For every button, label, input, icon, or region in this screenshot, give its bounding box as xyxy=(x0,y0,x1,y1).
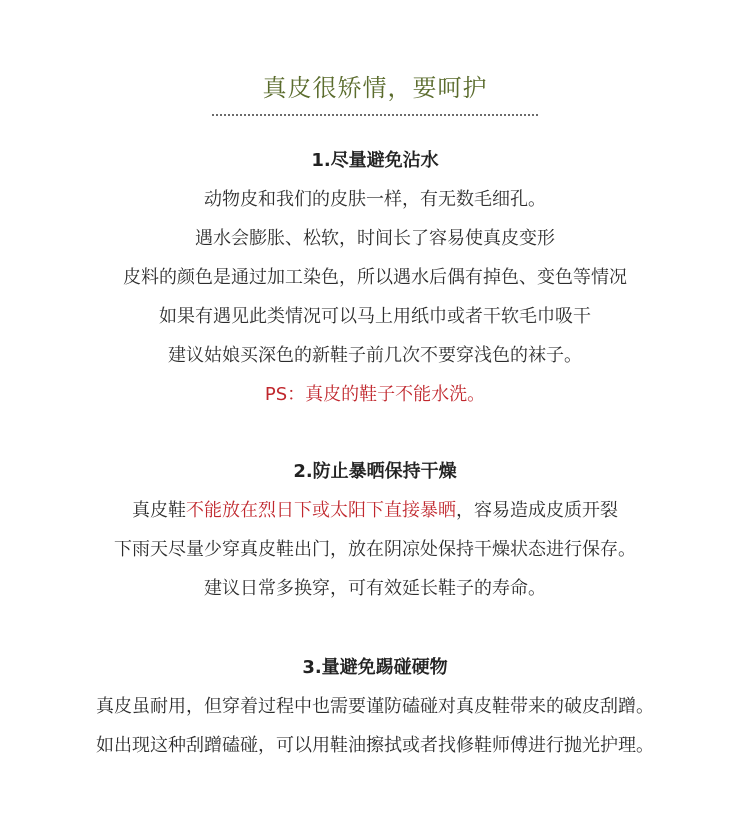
section-text-line: 遇水会膨胀、松软，时间长了容易使真皮变形 xyxy=(195,228,555,249)
section-avoid-sun xyxy=(0,452,750,608)
text-suffix: ，容易造成皮质开裂 xyxy=(456,500,618,521)
section-text-line: 如出现这种刮蹭磕碰，可以用鞋油擦拭或者找修鞋师傅进行抛光护理。 xyxy=(96,735,654,756)
section-title: 2.防止暴晒保持干燥 xyxy=(293,461,457,482)
section-text-line: 下雨天尽量少穿真皮鞋出门，放在阴凉处保持干燥状态进行保存。 xyxy=(114,539,636,560)
section-text-line xyxy=(0,491,750,530)
title-divider xyxy=(212,114,538,116)
section-text-line: 动物皮和我们的皮肤一样，有无数毛细孔。 xyxy=(204,189,546,210)
warning-highlight: 不能放在烈日下或太阳下直接暴晒 xyxy=(186,500,456,521)
section-title: 3.量避免踢碰硬物 xyxy=(302,657,448,678)
section-avoid-hard-objects xyxy=(0,648,750,765)
section-text-line: 皮料的颜色是通过加工染色，所以遇水后偶有掉色、变色等情况 xyxy=(123,267,627,288)
ps-note: PS：真皮的鞋子不能水洗。 xyxy=(264,384,486,405)
section-title: 1.尽量避免沾水 xyxy=(311,150,439,171)
section-avoid-water xyxy=(0,141,750,414)
text-prefix: 真皮鞋 xyxy=(132,500,186,521)
section-text-line: 如果有遇见此类情况可以马上用纸巾或者干软毛巾吸干 xyxy=(159,306,591,327)
section-text-line: 建议姑娘买深色的新鞋子前几次不要穿浅色的袜子。 xyxy=(168,345,582,366)
section-text-line: 建议日常多换穿，可有效延长鞋子的寿命。 xyxy=(204,578,546,599)
section-text-line: 真皮虽耐用，但穿着过程中也需要谨防磕碰对真皮鞋带来的破皮刮蹭。 xyxy=(96,696,654,717)
page-title: 真皮很矫情，要呵护 xyxy=(262,74,488,102)
